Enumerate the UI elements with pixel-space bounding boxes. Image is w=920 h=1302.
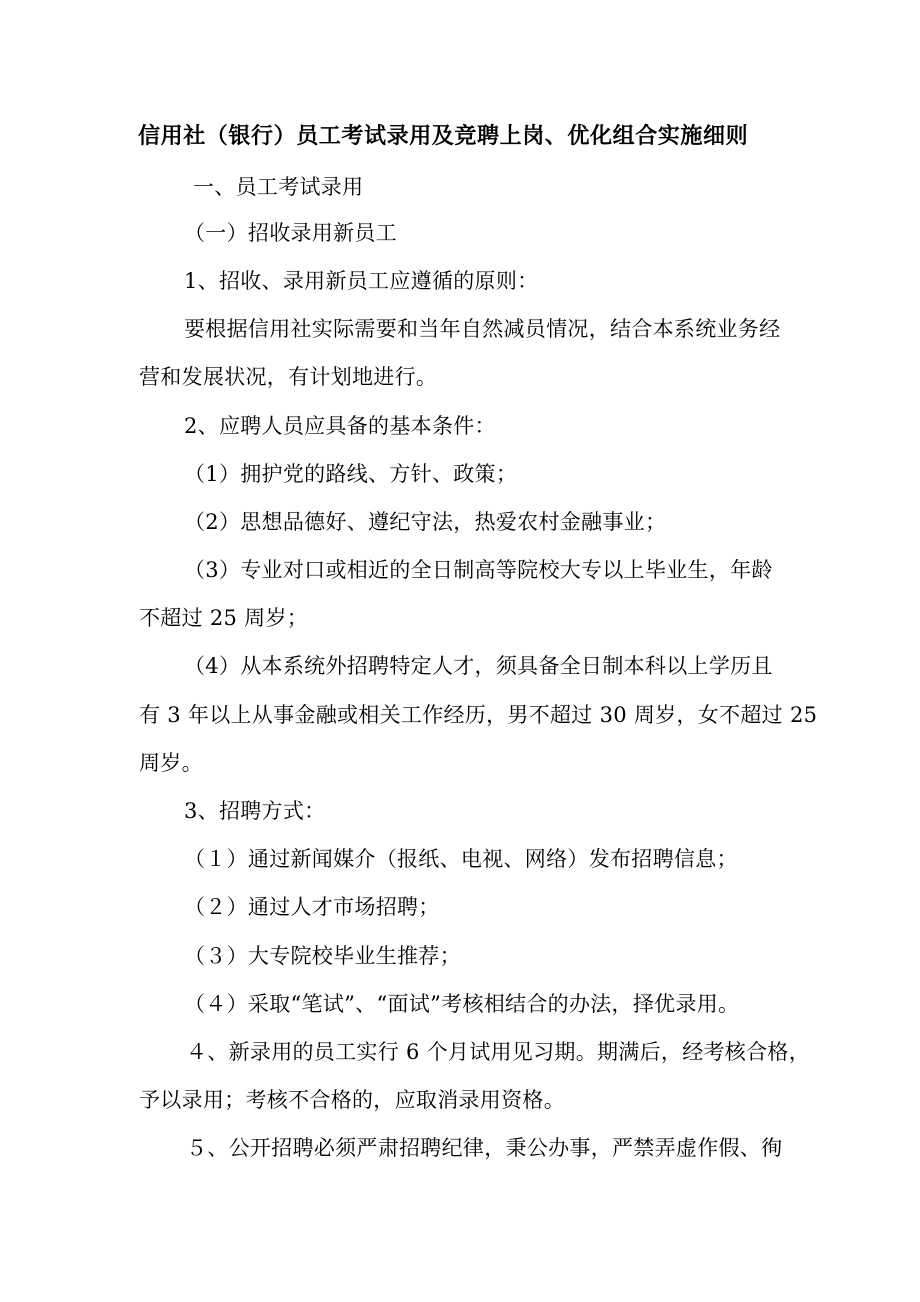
list-item: （３）大专院校毕业生推荐；: [184, 944, 461, 968]
list-item: （1）拥护党的路线、方针、政策；: [184, 462, 518, 486]
paragraph-line: ５、公开招聘必须严肃招聘纪律，秉公办事，严禁弄虚作假、徇: [186, 1136, 783, 1160]
paragraph-line: 2、应聘人员应具备的基本条件：: [184, 414, 496, 438]
list-item: （4）从本系统外招聘特定人才，须具备全日制本科以上学历且: [184, 654, 773, 678]
paragraph-line: 要根据信用社实际需要和当年自然减员情况，结合本系统业务经: [184, 317, 781, 341]
paragraph-line: 3、招聘方式：: [184, 799, 326, 823]
paragraph-line: 予以录用；考核不合格的，应取消录用资格。: [139, 1088, 565, 1112]
list-item: （2）思想品德好、遵纪守法，热爱农村金融事业；: [184, 510, 667, 534]
paragraph-line: ４、新录用的员工实行 6 个月试用见习期。期满后，经考核合格，: [186, 1040, 811, 1064]
list-item: （１）通过新闻媒介（报纸、电视、网络）发布招聘信息；: [184, 847, 738, 871]
paragraph-line: 周岁。: [139, 751, 203, 775]
list-item: （２）通过人才市场招聘；: [184, 895, 440, 919]
paragraph-line: 不超过 25 周岁；: [139, 606, 309, 630]
paragraph-line: 营和发展状况，有计划地进行。: [139, 365, 438, 389]
paragraph-line: 有 3 年以上从事金融或相关工作经历，男不超过 30 周岁，女不超过 25: [139, 703, 818, 727]
paragraph-line: 1、招收、录用新员工应遵循的原则：: [184, 269, 539, 293]
list-item: （４）采取“笔试”、“面试”考核相结合的办法，择优录用。: [184, 992, 740, 1016]
list-item: （3）专业对口或相近的全日制高等院校大专以上毕业生，年龄: [184, 558, 773, 582]
document-title: 信用社（银行）员工考试录用及竞聘上岗、优化组合实施细则: [138, 123, 749, 149]
section-heading: 一、员工考试录用: [193, 175, 364, 199]
subsection-heading: （一）招收录用新员工: [184, 221, 397, 245]
